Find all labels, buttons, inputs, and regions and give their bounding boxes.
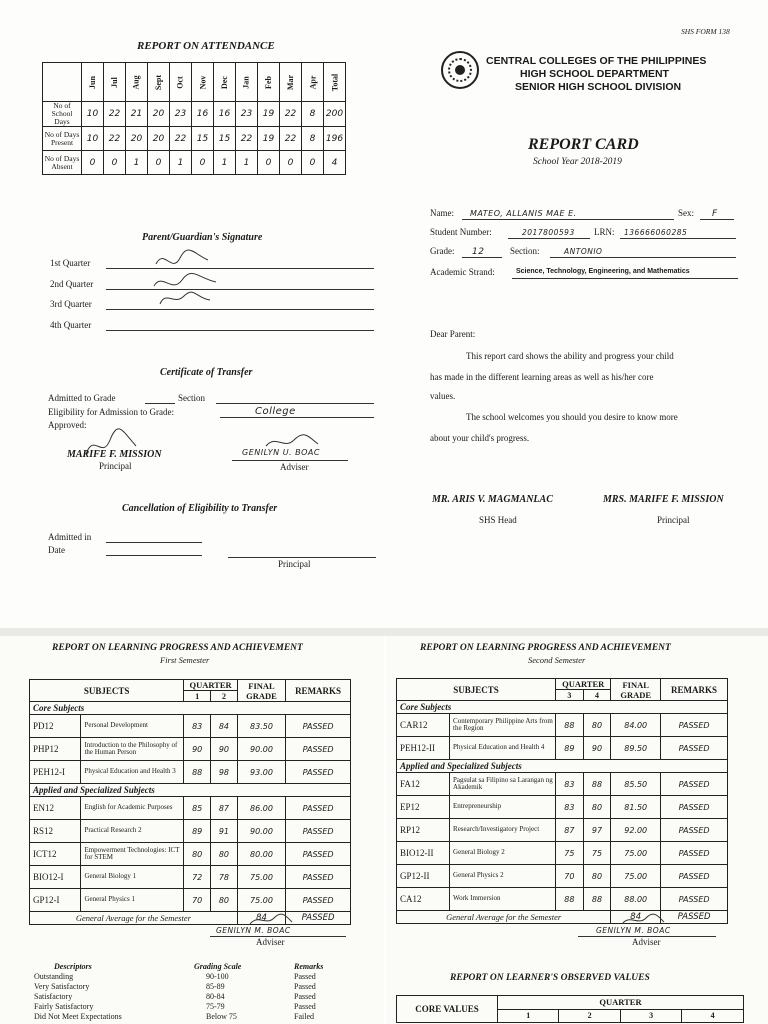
officials-principal-name: MRS. MARIFE F. MISSION (603, 494, 724, 505)
date-line (106, 555, 202, 556)
student-name: MATEO, ALLANIS MAE E. (470, 209, 577, 218)
letter-paragraph-1b: has made in the different learning areas as well as his/her core (430, 372, 654, 382)
q4-header: 4 (583, 690, 611, 701)
letter-paragraph-1c: values. (430, 391, 456, 401)
admitted-in-line (106, 542, 202, 543)
quarter-4-line (106, 330, 374, 331)
month-header: Jan (236, 63, 258, 102)
general-average-row: General Average for the Semester 84 PASSED (30, 912, 351, 925)
values-q3-header: 3 (620, 1009, 681, 1023)
cancel-principal-line (228, 557, 376, 558)
quarter-3-line (106, 309, 374, 310)
month-header: Feb (258, 63, 280, 102)
final-grade-header: FINAL GRADE (611, 679, 661, 701)
first-sem-subtitle: First Semester (160, 655, 210, 665)
month-header: Sept (148, 63, 170, 102)
table-row: FA12 Pagsulat sa Filipino sa Larangan ng Akademik 83 88 85.50 PASSED (397, 773, 728, 796)
month-header: Aug (126, 63, 148, 102)
month-header: Oct (170, 63, 192, 102)
student-number-line (508, 238, 590, 239)
values-q1-header: 1 (498, 1009, 559, 1023)
section-line (216, 403, 374, 404)
remarks-header: REMARKS (661, 679, 728, 701)
transfer-title: Certificate of Transfer (160, 367, 253, 378)
table-row: BIO12-I General Biology 1 72 78 75.00 PASSED (30, 866, 351, 889)
school-name: CENTRAL COLLEGES OF THE PHILIPPINES (486, 55, 707, 67)
month-header: Apr (302, 63, 324, 102)
observed-values-title: REPORT ON LEARNER'S OBSERVED VALUES (450, 973, 650, 983)
first-sem-adviser-name: GENILYN M. BOAC (216, 926, 291, 935)
second-sem-adviser-role: Adviser (632, 937, 661, 947)
cancellation-title: Cancellation of Eligibility to Transfer (122, 503, 278, 514)
applied-subjects-label: Applied and Specialized Subjects (397, 760, 728, 773)
list-item: Satisfactory 80-84 Passed (34, 991, 316, 1001)
table-row: PHP12 Introduction to the Philosophy of the Human Person 90 90 90.00 PASSED (30, 738, 351, 761)
table-row: GP12-I General Physics 1 70 80 75.00 PASSED (30, 889, 351, 912)
table-row: BIO12-II General Biology 2 75 75 75.00 PASSED (397, 842, 728, 865)
sex-label: Sex: (678, 208, 695, 218)
core-subjects-label: Core Subjects (397, 701, 728, 714)
quarter-4-label: 4th Quarter (50, 320, 92, 330)
shs-head-role: SHS Head (479, 515, 517, 525)
month-header: Mar (280, 63, 302, 102)
core-subjects-label: Core Subjects (30, 702, 351, 715)
table-row: RS12 Practical Research 2 89 91 90.00 PASSED (30, 820, 351, 843)
school-days-row: No of School Days 10 22 21 20 23 16 16 23 19 22 8 200 (43, 102, 346, 127)
student-strand: Science, Technology, Engineering, and Mathematics (516, 268, 690, 275)
table-row: CAR12 Contemporary Philippine Arts from the Region 88 80 84.00 PASSED (397, 714, 728, 737)
eligibility-line (220, 417, 374, 418)
days-absent-row: No of Days Absent 0 0 1 0 1 0 1 1 0 0 0 4 (43, 151, 346, 175)
eligibility-label: Eligibility for Admission to Grade: (48, 407, 174, 417)
month-header: Jul (104, 63, 126, 102)
grading-scale-table: Descriptors Grading Scale Remarks Outstanding 90-100 Passed Very Satisfactory 85-89 Passed Satisfactory 80-84 Passed Fairly Satisfactory 75-79 Passed Did Not Meet Expectations Below 75 Failed (34, 962, 324, 1021)
applied-subjects-label: Applied and Specialized Subjects (30, 784, 351, 797)
second-sem-title: REPORT ON LEARNING PROGRESS AND ACHIEVEMENT (420, 643, 671, 653)
first-sem-adviser-role: Adviser (256, 937, 285, 947)
table-row: EP12 Entrepreneurship 83 80 81.50 PASSED (397, 796, 728, 819)
guardian-signature-title: Parent/Guardian's Signature (142, 232, 263, 243)
student-number: 2017800593 (522, 228, 575, 237)
strand-line (512, 278, 738, 279)
attendance-table (42, 62, 346, 175)
list-item: Very Satisfactory 85-89 Passed (34, 981, 316, 991)
list-item: Fairly Satisfactory 75-79 Passed (34, 1001, 316, 1011)
observed-values-table (396, 995, 744, 1023)
guardian-signature-marks (150, 244, 230, 308)
admitted-grade-label: Admitted to Grade (48, 393, 116, 403)
table-row: ICT12 Empowerment Technologies: ICT for STEM 80 80 80.00 PASSED (30, 843, 351, 866)
list-item: Did Not Meet Expectations Below 75 Failed (34, 1011, 314, 1021)
student-section: ANTONIO (564, 247, 603, 256)
days-present-row: No of Days Present 10 22 20 20 22 15 15 22 19 22 8 196 (43, 127, 346, 151)
sex-line (700, 219, 734, 220)
transfer-adviser-role: Adviser (280, 462, 309, 472)
quarter-2-line (106, 289, 374, 290)
subjects-header: SUBJECTS (30, 680, 184, 702)
eligibility-value: College (255, 406, 296, 417)
grade-line (462, 257, 502, 258)
second-sem-grades-table (396, 678, 728, 924)
second-sem-subtitle: Second Semester (528, 655, 586, 665)
table-row: PD12 Personal Development 83 84 83.50 PASSED (30, 715, 351, 738)
quarter-header: QUARTER (556, 679, 611, 690)
table-row: CA12 Work Immersion 88 88 88.00 PASSED (397, 888, 728, 911)
student-sex: F (712, 209, 718, 219)
letter-greeting: Dear Parent: (430, 329, 476, 339)
first-sem-title: REPORT ON LEARNING PROGRESS AND ACHIEVEMENT (52, 643, 303, 653)
section-label: Section (178, 393, 205, 403)
quarter-1-line (106, 268, 374, 269)
student-lrn: 136666060285 (624, 228, 688, 237)
table-row: RP12 Research/Investigatory Project 87 97 92.00 PASSED (397, 819, 728, 842)
admitted-grade-line (145, 403, 175, 404)
name-line (462, 219, 674, 220)
grade-label: Grade: (430, 246, 455, 256)
transfer-adviser-name: GENILYN U. BOAC (242, 448, 320, 457)
transfer-principal-role: Principal (99, 461, 132, 471)
form-code: SHS FORM 138 (681, 27, 730, 36)
cancel-principal-label: Principal (278, 559, 311, 569)
quarter-header: QUARTER (184, 680, 238, 691)
student-number-label: Student Number: (430, 227, 492, 237)
q3-header: 3 (556, 690, 584, 701)
general-average-row: General Average for the Semester 84 PASSED (397, 911, 728, 924)
values-q2-header: 2 (559, 1009, 620, 1023)
date-label: Date (48, 545, 65, 555)
list-item: Outstanding 90-100 Passed (34, 971, 316, 981)
report-card-title: REPORT CARD (528, 136, 639, 153)
second-sem-adviser-name: GENILYN M. BOAC (596, 926, 671, 935)
adviser-line (232, 460, 348, 461)
section-field-line (550, 257, 736, 258)
name-label: Name: (430, 208, 454, 218)
attendance-title: REPORT ON ATTENDANCE (137, 40, 275, 52)
page-gap (0, 628, 768, 636)
table-row: PEH12-II Physical Education and Health 4 89 90 89.50 PASSED (397, 737, 728, 760)
table-row: PEH12-I Physical Education and Health 3 88 98 93.00 PASSED (30, 761, 351, 784)
values-quarter-header: QUARTER (498, 996, 744, 1010)
lrn-label: LRN: (594, 227, 615, 237)
lrn-line (620, 238, 736, 239)
section-field-label: Section: (510, 246, 540, 256)
transfer-principal-name: MARIFE F. MISSION (67, 449, 162, 460)
student-grade: 12 (472, 247, 485, 257)
school-year: School Year 2018-2019 (533, 157, 622, 167)
subjects-header: SUBJECTS (397, 679, 556, 701)
quarter-1-label: 1st Quarter (50, 258, 91, 268)
officials-principal-role: Principal (657, 515, 690, 525)
month-header: Jun (82, 63, 104, 102)
school-seal-logo (441, 51, 479, 89)
table-row: GP12-II General Physics 2 70 80 75.00 PASSED (397, 865, 728, 888)
month-header: Dec (214, 63, 236, 102)
letter-paragraph-2b: about your child's progress. (430, 433, 530, 443)
month-header: Nov (192, 63, 214, 102)
letter-paragraph-2a: The school welcomes you should you desire to know more (466, 412, 678, 422)
remarks-header: REMARKS (286, 680, 351, 702)
school-department: HIGH SCHOOL DEPARTMENT (520, 68, 669, 80)
admitted-in-label: Admitted in (48, 532, 92, 542)
first-sem-grades-table (29, 679, 351, 925)
school-division: SENIOR HIGH SCHOOL DIVISION (515, 81, 682, 93)
q1-header: 1 (184, 691, 211, 702)
core-values-header: CORE VALUES (397, 996, 498, 1023)
values-q4-header: 4 (682, 1009, 744, 1023)
q2-header: 2 (211, 691, 238, 702)
shs-head-name: MR. ARIS V. MAGMANLAC (432, 494, 553, 505)
month-header: Total (324, 63, 346, 102)
strand-label: Academic Strand: (430, 267, 495, 277)
attendance-corner (43, 63, 82, 102)
final-grade-header: FINAL GRADE (237, 680, 285, 702)
approved-label: Approved: (48, 420, 87, 430)
quarter-2-label: 2nd Quarter (50, 279, 94, 289)
table-row: EN12 English for Academic Purposes 85 87 86.00 PASSED (30, 797, 351, 820)
letter-paragraph-1a: This report card shows the ability and progress your child (466, 351, 674, 361)
quarter-3-label: 3rd Quarter (50, 299, 92, 309)
